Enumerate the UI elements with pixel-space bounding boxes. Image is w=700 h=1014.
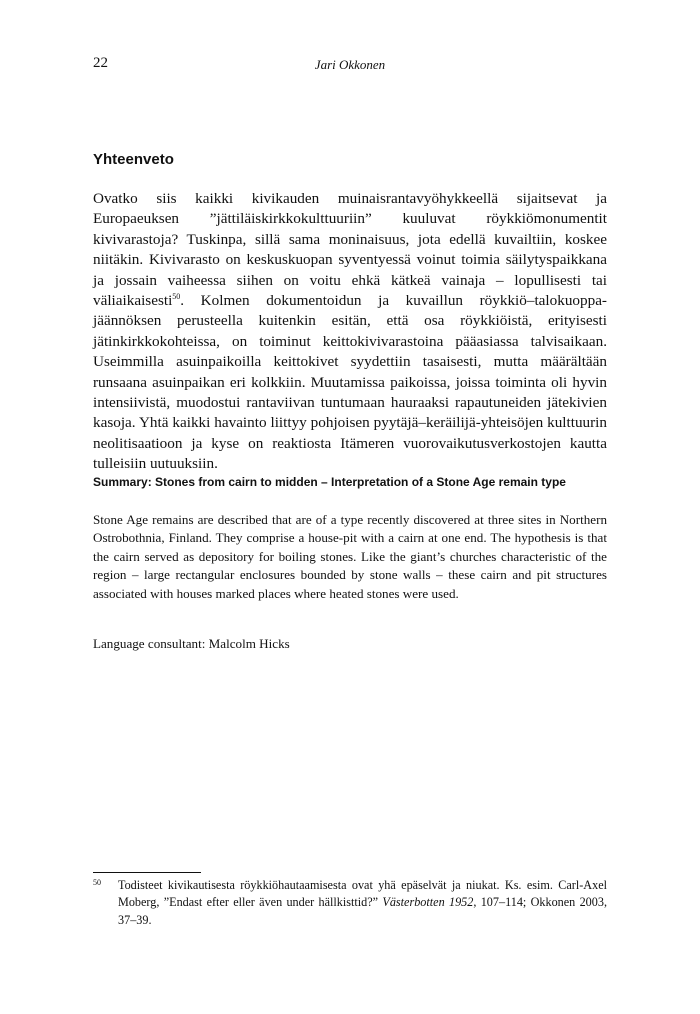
footnote-italic-title: Västerbotten 1952 bbox=[382, 895, 474, 910]
body-text-part2: . Kolmen dokumentoidun ja kuvaillun röykkiö–talokuoppa-jäännöksen perusteella kuitenkin esitän, että osa röykkiöistä, erityisesti jätinkirkkokohteissa, on toiminut keittokivivarastoina pääasiassa talvisaikaan. Useimmilla asuinpaikoilla keittokivet syydettiin tasaisesti, mutta määrältään runsaana asuinpaikan eri kolkkiin. Muutamissa paikoissa, joissa toiminta oli hyvin intensiivistä, muodostui rantaviivan tuntumaan hauraaksi rapautuneiden jätekivien kasoja. Yhtä kaikki havainto liittyy pohjoisen pyytäjä–keräilijä-yhteisöjen kulttuurin neolitisaatioon ja kyse on reaktiosta Itämeren vuorovaikutusverkostojen kautta tulleisiin uutuuksiin. bbox=[93, 292, 607, 473]
summary-heading: Summary: Stones from cairn to midden – Interpretation of a Stone Age remain type bbox=[93, 475, 566, 489]
body-text-part1: Ovatko siis kaikki kivikauden muinaisrantavyöhykkeellä sijaitsevat ja Europaeuksen ”jättiläiskirkkokulttuuriin” kuuluvat röykkiömonumentit kivivarastoja? Tuskinpa, sillä sama moninaisuus, jota edellä kuvailtiin, koskee niitäkin. Kivivarasto on keskuskuopan syventyessä voinut toimia säilytyspaikkana ja jossain vaiheessa siihen on voitu ehkä kätkeä vainaja – lopullisesti tai väliaikaisesti bbox=[93, 190, 607, 310]
section-heading: Yhteenveto bbox=[93, 151, 174, 168]
footnote-text-part2: , 107–114; Okkonen 2003, 37–39. bbox=[118, 895, 607, 927]
running-header-author: Jari Okkonen bbox=[314, 57, 386, 72]
footnote-text-part1: Todisteet kivikautisesta röykkiöhautaamisesta ovat yhä epäselvät ja niukat. Ks. esim. Carl-Axel Moberg, ”Endast efter eller även under hällkisttid?” bbox=[118, 878, 607, 910]
footnote-number: 50 bbox=[93, 878, 101, 887]
footnote-text bbox=[118, 877, 607, 929]
body-paragraph bbox=[93, 189, 607, 475]
summary-paragraph: Stone Age remains are described that are of a type recently discovered at three sites in Northern Ostrobothnia, Finland. They comprise a house-pit with a cairn at one end. The hypothesis is that the cairn served as depository for boiling stones. Like the giant’s churches characteristic of the region – large rectangular enclosures bounded by stone walls – these cairn and pit structures associated with houses marked places where heated stones were used. bbox=[93, 512, 607, 601]
language-consultant-note: Language consultant: Malcolm Hicks bbox=[93, 636, 290, 651]
footnote-reference[interactable]: 50 bbox=[172, 291, 181, 301]
footnote-divider bbox=[93, 872, 201, 873]
page-number: 22 bbox=[93, 55, 108, 71]
